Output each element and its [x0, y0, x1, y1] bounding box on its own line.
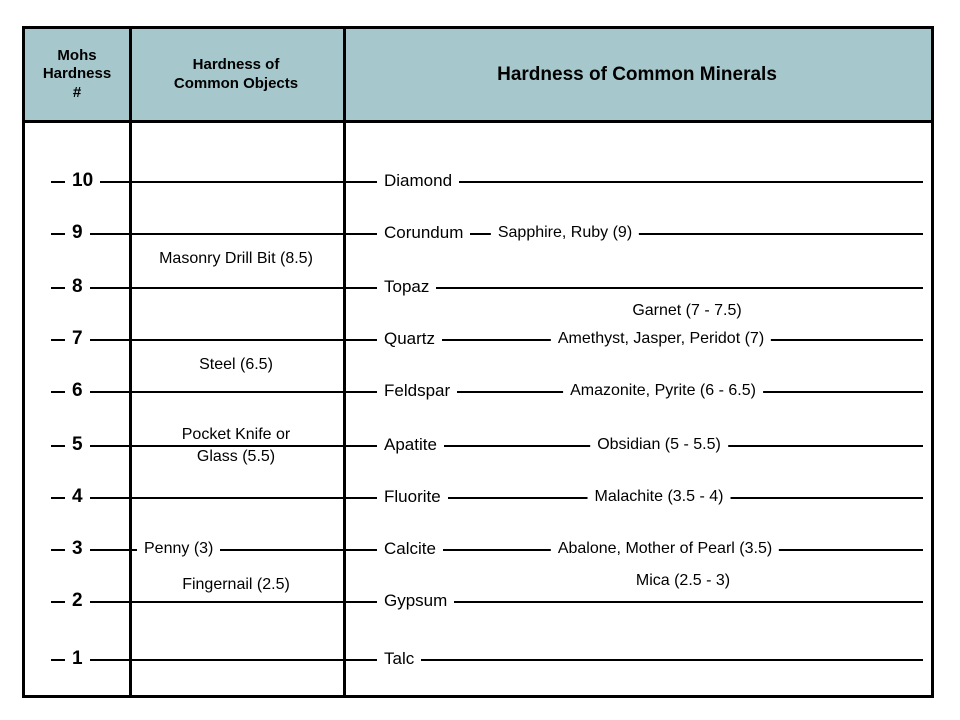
row-rule: [51, 233, 923, 235]
mineral-example: Amethyst, Jasper, Peridot (7): [551, 329, 771, 349]
mineral-example: Sapphire, Ruby (9): [491, 223, 639, 243]
mineral-example: Malachite (3.5 - 4): [588, 487, 731, 507]
mineral-name: Diamond: [377, 171, 459, 191]
mohs-hardness-chart: [22, 26, 934, 698]
row-rule: [51, 445, 923, 447]
row-rule: [51, 601, 923, 603]
mineral-example: Abalone, Mother of Pearl (3.5): [551, 539, 779, 559]
header-line-3: #: [72, 83, 82, 101]
row-rule: [51, 339, 923, 341]
hardness-number: 10: [65, 170, 100, 192]
row-rule: [51, 497, 923, 499]
mineral-example: Obsidian (5 - 5.5): [590, 435, 728, 455]
common-object: Penny (3): [137, 539, 220, 559]
row-rule: [51, 391, 923, 393]
mineral-name: Quartz: [377, 329, 442, 349]
row-rule: [51, 181, 923, 183]
hardness-number: 3: [65, 538, 90, 560]
hardness-number: 7: [65, 328, 90, 350]
common-object: Glass (5.5): [190, 447, 282, 467]
header-objects-line-1: Hardness of: [192, 56, 280, 74]
mineral-name: Talc: [377, 649, 421, 669]
header-line-2: Hardness: [42, 65, 112, 83]
header-line-1: Mohs: [57, 47, 97, 65]
mineral-name: Feldspar: [377, 381, 457, 401]
hardness-number: 2: [65, 590, 90, 612]
header-objects-line-2: Common Objects: [173, 74, 299, 92]
mineral-example: Garnet (7 - 7.5): [625, 301, 748, 321]
common-object: Fingernail (2.5): [175, 575, 297, 595]
mineral-example: Amazonite, Pyrite (6 - 6.5): [563, 381, 763, 401]
table-body: [25, 123, 931, 695]
header-common-objects: [129, 29, 343, 120]
table-header: [25, 29, 931, 123]
hardness-number: 8: [65, 276, 90, 298]
hardness-number: 1: [65, 648, 90, 670]
common-object: Pocket Knife or: [175, 425, 298, 445]
row-rule: [51, 287, 923, 289]
common-object: Steel (6.5): [192, 355, 280, 375]
mineral-name: Gypsum: [377, 591, 454, 611]
header-mohs-hardness-number: [25, 29, 129, 120]
mineral-name: Topaz: [377, 277, 436, 297]
hardness-number: 6: [65, 380, 90, 402]
mineral-name: Corundum: [377, 223, 470, 243]
hardness-number: 5: [65, 434, 90, 456]
common-object: Masonry Drill Bit (8.5): [152, 249, 320, 269]
hardness-number: 9: [65, 222, 90, 244]
hardness-number: 4: [65, 486, 90, 508]
header-common-minerals: Hardness of Common Minerals: [497, 63, 777, 85]
mineral-name: Apatite: [377, 435, 444, 455]
mineral-name: Calcite: [377, 539, 443, 559]
mineral-name: Fluorite: [377, 487, 448, 507]
row-rule: [51, 659, 923, 661]
mineral-example: Mica (2.5 - 3): [629, 571, 737, 591]
